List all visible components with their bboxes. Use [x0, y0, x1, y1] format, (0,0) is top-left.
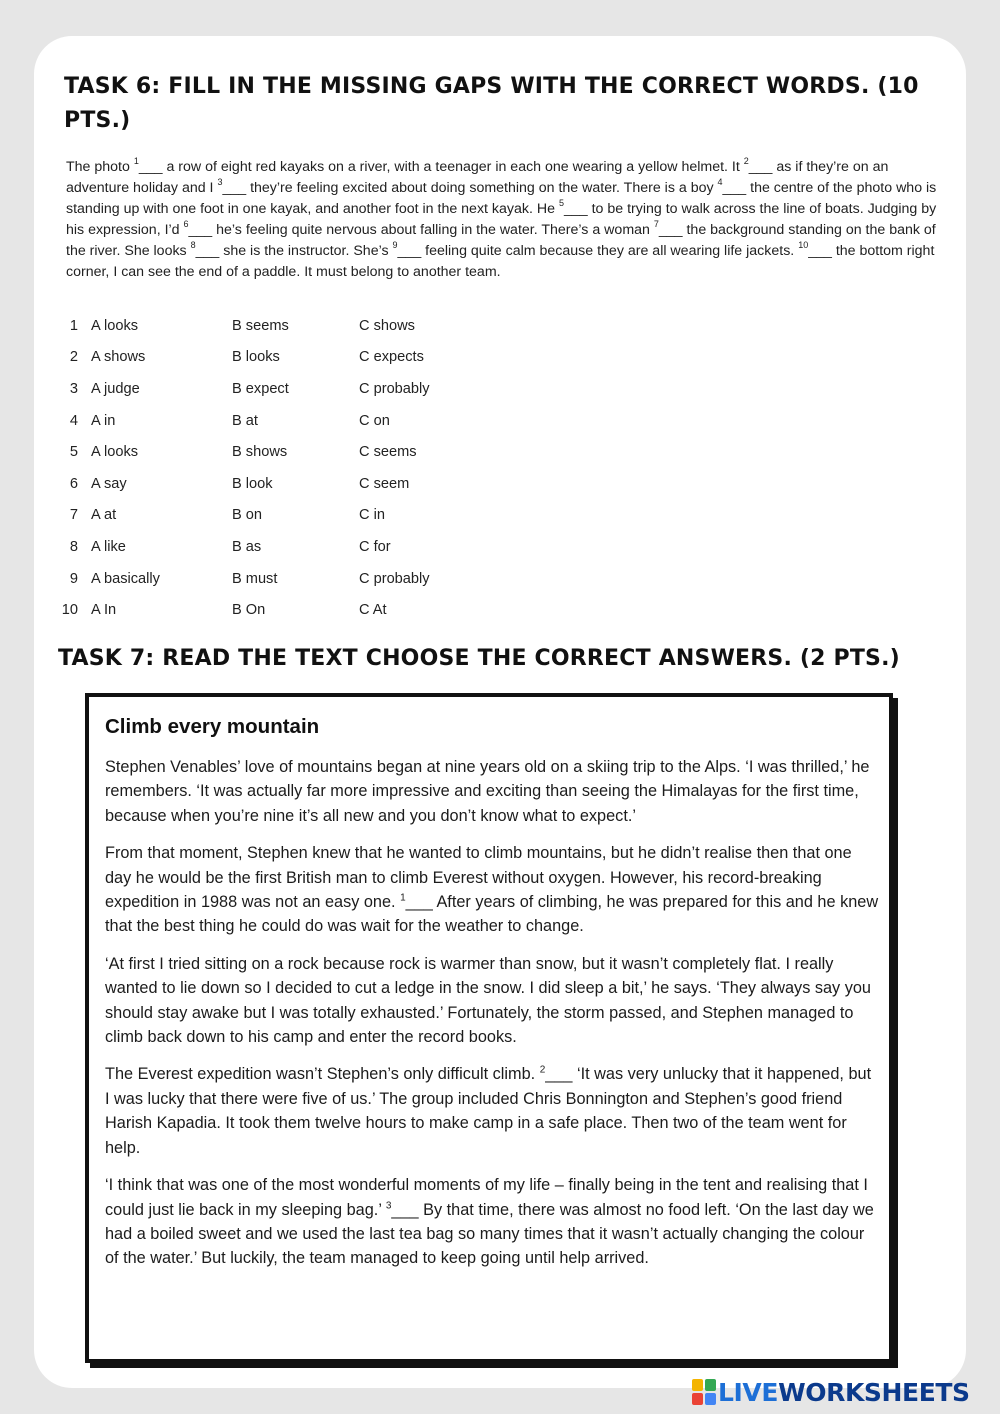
gap-number: 4 — [717, 177, 723, 188]
passage-text: ___ the background standing on the bank of the river. She looks — [66, 222, 936, 259]
option-b[interactable]: B at — [232, 412, 258, 429]
option-row — [58, 373, 479, 405]
option-number: 9 — [69, 570, 78, 587]
option-b[interactable]: B expect — [232, 380, 289, 397]
reading-text-box — [85, 693, 893, 1363]
passage-text: Stephen Venables’ love of mountains began at nine years old on a skiing trip to the Alps. ‘I was thrilled,’ he remembers. ‘It was actually far more impressive and exciting than seeing the Himalayas for the first time, because when you’re nine it’s all new and you don’t know what to expect.’ — [105, 758, 870, 825]
option-row — [58, 342, 479, 374]
option-number: 5 — [69, 444, 78, 461]
option-c[interactable]: C in — [359, 507, 385, 524]
option-a[interactable]: A at — [91, 507, 117, 524]
option-b[interactable]: B shows — [232, 444, 288, 461]
passage-text: ‘At first I tried sitting on a rock because rock is warmer than snow, but it wasn’t completely flat. I really wanted to lie down so I decided to cut a ledge in the snow. I did sleep a bit,’ he says. ‘They always say you should stay awake but I was totally exhausted.’ Fortunately, the storm passed, and Stephen managed to climb back down to his camp and enter the record books. — [105, 954, 871, 1047]
passage-text: ___ she is the instructor. She’s — [195, 243, 393, 259]
gap-number: 3 — [217, 177, 223, 188]
gap-number: 3 — [385, 1200, 392, 1212]
option-a[interactable]: A In — [91, 602, 117, 619]
option-b[interactable]: B as — [232, 538, 262, 555]
passage-text: The Everest expedition wasn’t Stephen’s only difficult climb. — [105, 1065, 540, 1084]
option-b[interactable]: B On — [232, 602, 266, 619]
option-c[interactable]: C At — [359, 602, 387, 619]
option-a[interactable]: A looks — [91, 317, 139, 334]
liveworksheets-logo[interactable] — [692, 1375, 970, 1409]
reading-body — [105, 755, 880, 1284]
passage-text: ___ After years of climbing, he was prepared for this and he knew that the best thing he could do was wait for the weather to change. — [105, 893, 879, 936]
gap-number: 9 — [392, 240, 398, 251]
task6-passage — [66, 157, 938, 283]
option-a[interactable]: A shows — [91, 349, 146, 366]
brand-live: LIVE — [718, 1377, 779, 1407]
gap-number: 10 — [798, 240, 809, 251]
option-b[interactable]: B looks — [232, 349, 280, 366]
option-row — [58, 531, 479, 563]
liveworksheets-logo-icon — [692, 1379, 716, 1405]
option-a[interactable]: A in — [91, 412, 116, 429]
option-c[interactable]: C probably — [359, 570, 430, 587]
passage-text: ___ the centre of the photo who is standing up with one foot in one kayak, and another foot in the next kayak. He — [66, 180, 937, 217]
gap-number: 5 — [558, 198, 564, 209]
reading-paragraph — [105, 755, 880, 828]
option-number: 3 — [69, 380, 78, 397]
gap-number: 1 — [133, 156, 139, 167]
gap-number: 7 — [653, 219, 659, 230]
passage-text: ‘I think that was one of the most wonderful moments of my life – finally being in the tent and realising that I could just lie back in my sleeping bag.’ — [105, 1176, 868, 1219]
reading-title: Climb every mountain — [105, 715, 320, 738]
gap-number: 2 — [743, 156, 749, 167]
option-c[interactable]: C probably — [359, 380, 430, 397]
task6-options-list — [58, 310, 479, 626]
option-number: 8 — [69, 538, 78, 555]
gap-number: 1 — [400, 892, 406, 904]
option-row — [58, 500, 479, 532]
passage-text: ___ a row of eight red kayaks on a river, with a teenager in each one wearing a yellow helmet. It — [138, 159, 744, 175]
option-row — [58, 468, 479, 500]
option-a[interactable]: A say — [91, 475, 127, 492]
option-row — [58, 310, 479, 342]
option-b[interactable]: B look — [232, 475, 273, 492]
option-b[interactable]: B seems — [232, 317, 289, 334]
option-c[interactable]: C seems — [359, 444, 417, 461]
passage-text: ___ to be trying to walk across the line of boats. Judging by his expression, I’d — [66, 201, 937, 238]
passage-text: ___ the bottom right corner, I can see the end of a paddle. It must belong to another team. — [66, 243, 935, 280]
option-number: 2 — [69, 349, 78, 366]
passage-text: ___ he’s feeling quite nervous about falling in the water. There’s a woman — [188, 222, 654, 238]
option-a[interactable]: A looks — [91, 444, 139, 461]
option-row — [58, 405, 479, 437]
option-number: 10 — [61, 602, 78, 619]
option-number: 1 — [69, 317, 78, 334]
option-row — [58, 436, 479, 468]
passage-text: ___ as if they’re on an adventure holiday and I — [66, 159, 889, 196]
option-b[interactable]: B must — [232, 570, 278, 587]
brand-worksheets: WORKSHEETS — [778, 1377, 970, 1407]
task7-title: TASK 7: READ THE TEXT CHOOSE THE CORRECT ANSWERS. (2 PTS.) — [58, 646, 900, 671]
option-c[interactable]: C expects — [359, 349, 424, 366]
option-row — [58, 563, 479, 595]
reading-paragraph — [105, 1173, 880, 1271]
option-number: 4 — [69, 412, 78, 429]
option-number: 6 — [69, 475, 78, 492]
option-c[interactable]: C for — [359, 538, 391, 555]
passage-text: The photo — [66, 159, 134, 175]
reading-paragraph — [105, 841, 880, 939]
passage-text: From that moment, Stephen knew that he wanted to climb mountains, but he didn’t realise then that one day he would be the first British man to climb Everest without oxygen. However, his record-breaking expedition in 1988 was not an easy one. — [105, 844, 852, 912]
option-b[interactable]: B on — [232, 507, 263, 524]
reading-paragraph — [105, 1062, 880, 1160]
passage-text: ___ they’re feeling excited about doing something on the water. There is a boy — [222, 180, 718, 196]
gap-number: 8 — [190, 240, 196, 251]
reading-paragraph — [105, 952, 880, 1050]
option-c[interactable]: C on — [359, 412, 390, 429]
liveworksheets-wordmark — [718, 1378, 970, 1407]
option-c[interactable]: C seem — [359, 475, 410, 492]
option-c[interactable]: C shows — [359, 317, 415, 334]
passage-text: ___ feeling quite calm because they are all wearing life jackets. — [397, 243, 799, 259]
gap-number: 6 — [183, 219, 189, 230]
passage-text: ___ By that time, there was almost no food left. ‘On the last day we had a boiled sweet and we used the last tea bag so many times that it wasn’t actually changing the colour of the water.’ But luckily, the team managed to keep going until help arrived. — [105, 1200, 874, 1268]
option-a[interactable]: A like — [91, 538, 126, 555]
option-a[interactable]: A basically — [91, 570, 160, 587]
option-row — [58, 594, 479, 626]
option-number: 7 — [69, 507, 78, 524]
gap-number: 2 — [539, 1065, 546, 1077]
option-a[interactable]: A judge — [91, 380, 140, 397]
passage-text: ___ ‘It was very unlucky that it happened, but I was lucky that there were five of us.’ The group included Chris Bonnington and Stephen’s good friend Harish Kapadia. It took them twelve hours to make camp in a safe place. Then two of the team went for help. — [105, 1065, 872, 1157]
task6-title: TASK 6: FILL IN THE MISSING GAPS WITH THE CORRECT WORDS. (10 PTS.) — [64, 74, 919, 133]
